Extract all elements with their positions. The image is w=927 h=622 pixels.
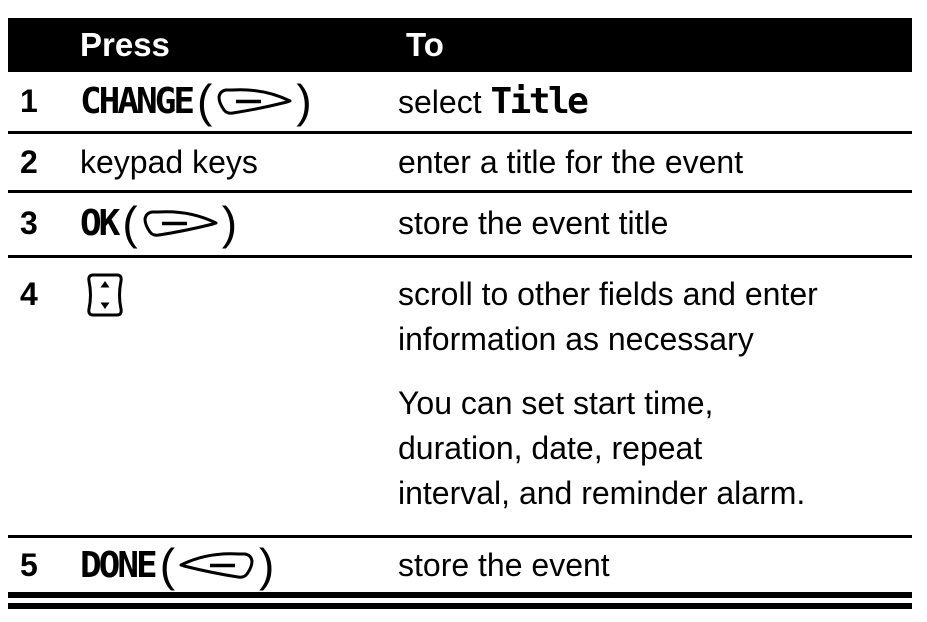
press-cell: [80, 539, 398, 591]
paren-close: ): [296, 75, 312, 127]
phone-display-text: Title: [490, 81, 587, 122]
press-cell: [80, 197, 398, 249]
softkey-label-ok: OK: [80, 203, 118, 244]
step-number: 2: [20, 144, 38, 180]
right-softkey-icon: [214, 86, 294, 120]
note-line: duration, date, repeat: [398, 430, 703, 466]
table-row-4: [8, 258, 912, 538]
header-to: To: [406, 26, 444, 63]
instruction-table: [8, 18, 912, 609]
table-row-2: [8, 134, 912, 193]
key-label: keypad keys: [80, 144, 258, 180]
paren-open: (: [197, 75, 213, 127]
table-bottom-rule: [8, 592, 912, 609]
left-softkey-icon: [177, 550, 257, 584]
table-header-row: [8, 18, 912, 72]
paren-close: ): [259, 539, 275, 591]
table-row-3: [8, 193, 912, 258]
softkey-label-done: DONE: [80, 545, 155, 586]
note-line: You can set start time,: [398, 385, 714, 421]
note-paragraph: [398, 381, 906, 516]
scroll-key-icon: [80, 272, 130, 318]
scroll-down-arrow: [101, 303, 110, 310]
action-cell: [398, 79, 912, 125]
action-text: select: [398, 84, 491, 120]
action-cell: store the event title: [398, 205, 669, 241]
table-row-5: [8, 538, 912, 592]
right-softkey-icon: [140, 208, 220, 242]
action-line: scroll to other fields and enter: [398, 276, 818, 312]
note-line: interval, and reminder alarm.: [398, 475, 806, 511]
step-number: 3: [20, 205, 38, 241]
paren-close: ): [221, 197, 238, 249]
action-line: information as necessary: [398, 321, 754, 357]
action-cell: store the event: [398, 547, 610, 583]
paren-open: (: [159, 539, 176, 591]
action-cell: enter a title for the event: [398, 144, 744, 180]
table-row-1: [8, 72, 912, 134]
scroll-up-arrow: [101, 281, 110, 288]
press-cell: [80, 272, 398, 318]
press-cell: [80, 140, 398, 185]
header-press: Press: [80, 26, 170, 63]
softkey-label-change: CHANGE: [80, 81, 193, 122]
step-number: 4: [20, 276, 38, 312]
paren-open: (: [122, 197, 138, 249]
step-number: 1: [20, 83, 38, 119]
step-number: 5: [20, 547, 38, 583]
action-cell: [398, 272, 912, 516]
press-cell: [80, 75, 398, 127]
